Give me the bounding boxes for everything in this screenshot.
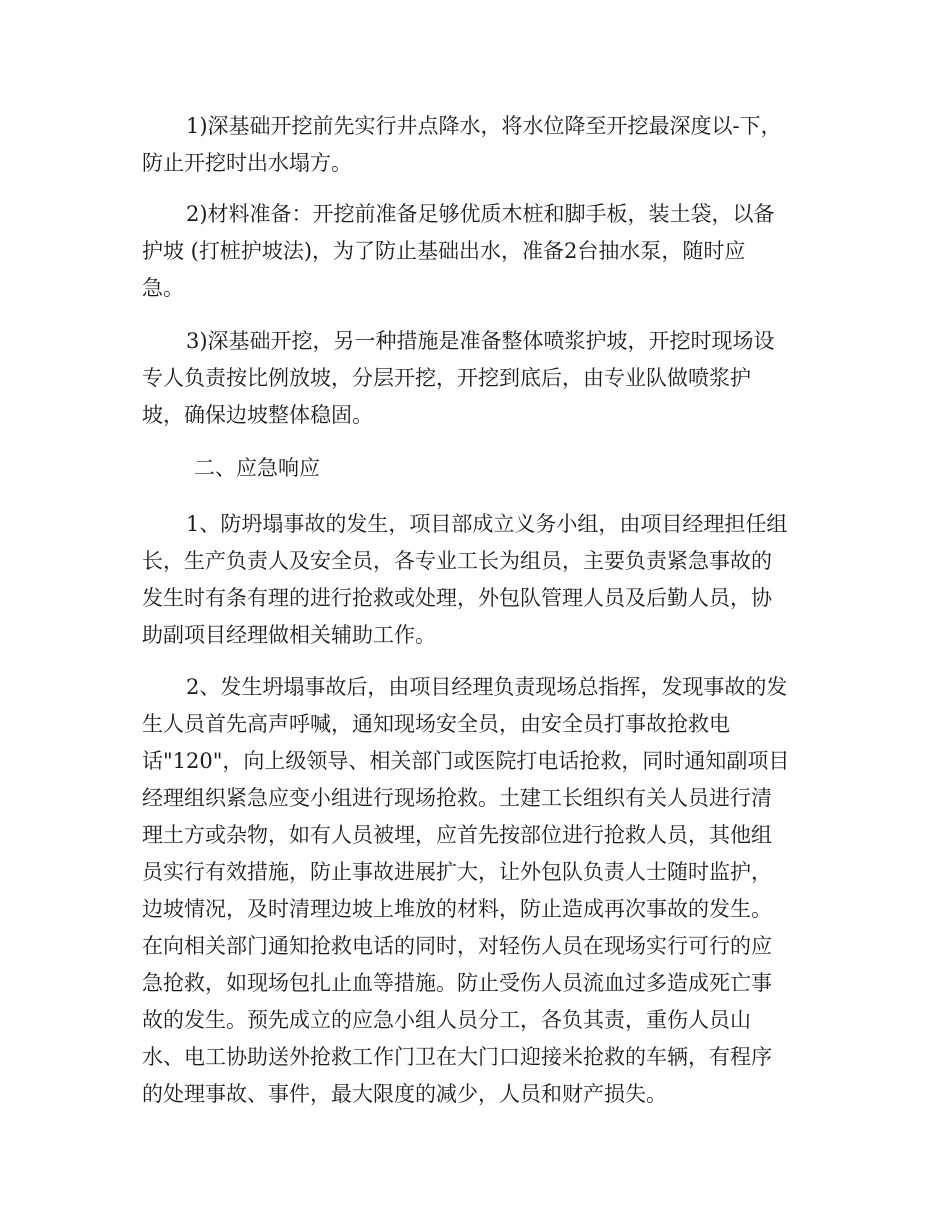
text-line: 急。 (142, 276, 184, 300)
text-line: 发生时有条有理的进行抢救或处理，外包队管理人员及后勤人员，协 (142, 586, 772, 610)
text-line: 2、发生坍塌事故后，由项目经理负责现场总指挥，发现事故的发 (186, 675, 788, 699)
text-line: 急抢救，如现场包扎止血等措施。防止受伤人员流血过多造成死亡事 (142, 971, 772, 995)
text-line: 生人员首先高声呼喊，通知现场安全员，由安全员打事故抢救电 (142, 712, 730, 736)
section-heading: 二、应急响应 (194, 456, 320, 480)
text-line: 防止开挖时出水塌方。 (142, 151, 352, 175)
text-line: 话"120"，向上级领导、相关部门或医院打电话抢救，同时通知副项目 (142, 749, 790, 773)
text-line: 故的发生。预先成立的应急小组人员分工，各负其责，重伤人员山 (142, 1008, 751, 1032)
text-line: 护坡 (打桩护坡法)，为了防止基础出水，准备2台抽水泵，随时应 (142, 239, 746, 263)
text-line: 1、防坍塌事故的发生，项目部成立义务小组，由项目经理担任组 (186, 512, 788, 536)
paragraph-dewatering (142, 108, 812, 182)
paragraph-slope-protection (142, 323, 812, 434)
text-line: 的处理事故、事件，最大限度的减少，人员和财产损失。 (142, 1082, 667, 1106)
text-line: 员实行有效措施，防止事故进展扩大，让外包队负责人士随时监护， (142, 860, 772, 884)
text-line: 3)深基础开挖，另一种措施是准备整体喷浆护坡，开挖时现场设 (186, 329, 775, 353)
text-line: 理土方或杂物，如有人员被埋，应首先按部位进行抢救人员，其他组 (142, 823, 772, 847)
text-line: 专人负责按比例放坡，分层开挖，开挖到底后，由专业队做喷浆护 (142, 366, 751, 390)
text-line: 1)深基础开挖前先实行井点降水，将水位降至开挖最深度以-下， (186, 114, 782, 138)
text-line: 长，生产负责人及安全员，各专业工长为组员，主要负责紧急事故的 (142, 549, 772, 573)
text-line: 经理组织紧急应变小组进行现场抢救。土建工长组织有关人员进行清 (142, 786, 772, 810)
text-line: 助副项目经理做相关辅助工作。 (142, 623, 436, 647)
text-line: 坡，确保边坡整体稳固。 (142, 403, 373, 427)
paragraph-collapse-response (142, 669, 812, 1113)
text-line: 2)材料准备：开挖前准备足够优质木桩和脚手板，装土袋，以备 (186, 202, 775, 226)
paragraph-emergency-team (142, 506, 812, 654)
text-line: 水、电工协助送外抢救工作门卫在大门口迎接米抢救的车辆，有程序 (142, 1045, 772, 1069)
text-line: 在向相关部门通知抢救电话的同时，对轻伤人员在现场实行可行的应 (142, 934, 772, 958)
paragraph-materials (142, 196, 812, 307)
text-line: 边坡情况，及时清理边坡上堆放的材料，防止造成再次事故的发生。 (142, 897, 772, 921)
